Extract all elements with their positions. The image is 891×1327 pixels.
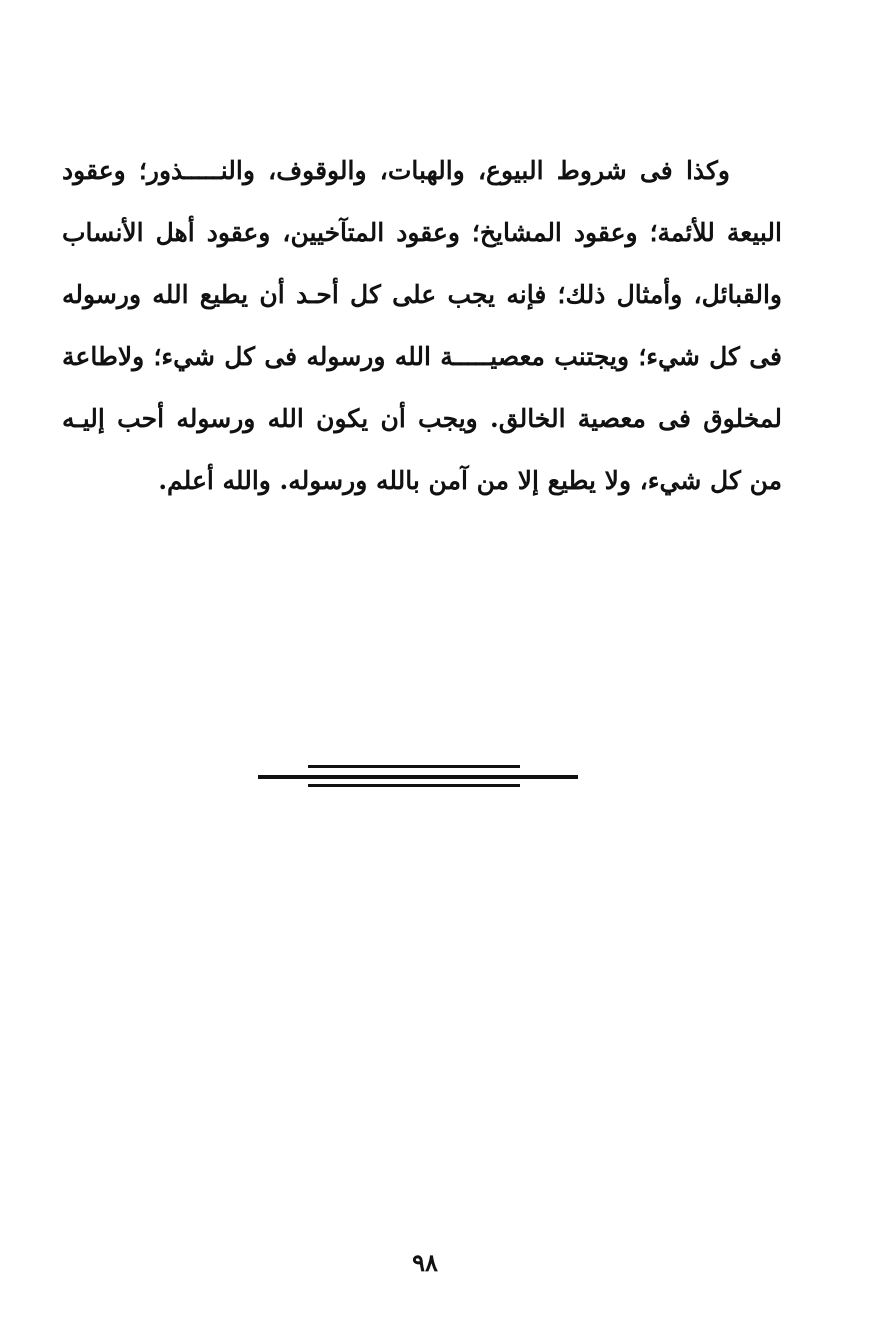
text-line-1: وكذا فى شروط البيوع، والهبات، والوقوف، والنـــــذور؛ وعقود: [62, 156, 730, 185]
body-paragraph: [62, 140, 782, 512]
text-line-5: لمخلوق فى معصية الخالق. ويجب أن يكون الله ورسوله أحب إليـه: [62, 404, 782, 433]
text-line-2: البيعة للأئمة؛ وعقود المشايخ؛ وعقود المتآخيين، وعقود أهل الأنساب: [62, 218, 782, 247]
divider-rule-top: [308, 765, 520, 768]
text-line-3: والقبائل، وأمثال ذلك؛ فإنه يجب على كل أحـد أن يطيع الله ورسوله: [62, 280, 782, 309]
divider-rule-bottom: [308, 784, 520, 787]
page-number: ٩٨: [412, 1248, 438, 1277]
text-line-6: من كل شيء، ولا يطيع إلا من آمن بالله ورسوله. والله أعلم.: [158, 466, 782, 495]
section-divider-ornament: [258, 765, 578, 791]
text-line-4: فى كل شيء؛ ويجتنب معصيـــــة الله ورسوله فى كل شيء؛ ولاطاعة: [62, 342, 782, 371]
divider-rule-middle: [258, 775, 578, 779]
